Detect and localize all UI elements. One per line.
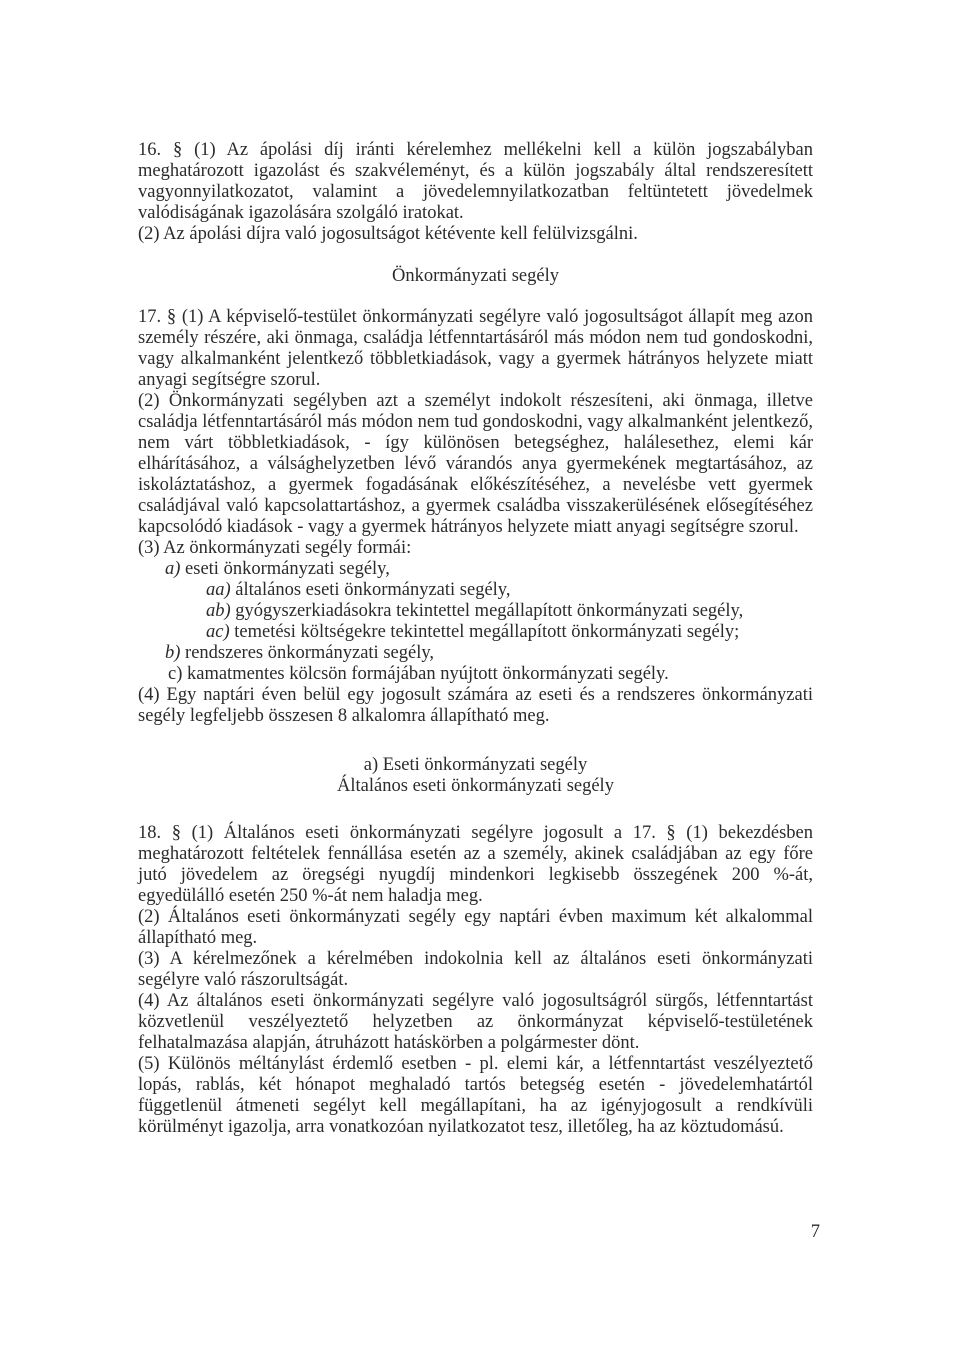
heading-onkormanyzati-segely: Önkormányzati segély: [392, 266, 559, 286]
section-17-paragraph-1: 17. § (1) A képviselő-testület önkormányzati segélyre való jogosultságot állapít meg azon személy részére, aki önmaga, családja létfenntartásáról más módon nem tud gondoskodni, vagy alkalmanként jelentkező többletkiadások, vagy a gyermek hátrányos helyzete miatt anyagi segítségre szorul.: [138, 307, 813, 390]
list-item-c: c) kamatmentes kölcsön formájában nyújtott önkormányzati segély.: [168, 664, 669, 684]
list-item-ab: [138, 601, 813, 622]
list-text-a: eseti önkormányzati segély,: [180, 559, 390, 579]
list-item-a: [138, 559, 813, 580]
list-text-ac: temetési költségekre tekintettel megállapított önkormányzati segély;: [229, 622, 740, 642]
section-16-paragraph-2: (2) Az ápolási díjra való jogosultságot kétévente kell felülvizsgálni.: [138, 224, 638, 244]
list-label-ab: ab): [206, 601, 231, 621]
section-18-paragraph-3: (3) A kérelmezőnek a kérelmében indokolnia kell az általános eseti önkormányzati segélyre való rászorultságát.: [138, 949, 813, 990]
list-item-b: [138, 643, 813, 664]
section-17-paragraph-4: (4) Egy naptári éven belül egy jogosult számára az eseti és a rendszeres önkormányzati segély legfeljebb összesen 8 alkalomra állapítható meg.: [138, 685, 813, 726]
list-item-aa: [138, 580, 813, 601]
list-text-ab: gyógyszerkiadásokra tekintettel megállapított önkormányzati segély,: [230, 601, 744, 621]
list-text-b: rendszeres önkormányzati segély,: [180, 643, 435, 663]
section-18-paragraph-4: (4) Az általános eseti önkormányzati segélyre való jogosultságról sürgős, létfenntartást közvetlenül veszélyeztető helyzetben az önkormányzat képviselő-testületének felhatalmazása alapján, átruházott hatáskörben a polgármester dönt.: [138, 991, 813, 1053]
heading-altalanos-eseti-segely: Általános eseti önkormányzati segély: [337, 776, 614, 796]
list-item-ac: [138, 622, 813, 643]
list-label-aa: aa): [206, 580, 231, 600]
heading-eseti-segely: a) Eseti önkormányzati segély: [363, 755, 588, 775]
section-18-paragraph-5: (5) Különös méltánylást érdemlő esetben - pl. elemi kár, a létfenntartást veszélyeztető lopás, rablás, két hónapot meghaladó tartós betegség esetén - jövedelemhatártól függetlenül átmeneti segélyt kell megállapítani, ha az igényjogosult a rendkívüli körülményt igazolja, arra vonatkozóan nyilatkozatot tesz, illetőleg, ha az köztudomású.: [138, 1054, 813, 1137]
document-page: [138, 140, 813, 1138]
section-16-paragraph-1: 16. § (1) Az ápolási díj iránti kérelemhez mellékelni kell a külön jogszabályban meghatározott igazolást és szakvéleményt, és a külön jogszabály által rendszeresített vagyonnyilatkozatot, valamint a jövedelemnyilatkozatban feltüntetett jövedelmek valódiságának igazolására szolgáló iratokat.: [138, 140, 813, 223]
section-17-paragraph-2: (2) Önkormányzati segélyben azt a személyt indokolt részesíteni, aki önmaga, illetve családja létfenntartásáról más módon nem tud gondoskodni, vagy alkalmanként jelentkező, nem várt többletkiadások, - így különösen betegséghez, halálesethez, elemi kár elhárításához, a válsághelyzetben lévő várandós anya gyermekének megtartásához, az iskoláztatáshoz, a gyermek fogadásának előkészítéséhez, a nevelésbe vett gyermek családjával való kapcsolattartáshoz, a gyermek családba visszakerülésének elősegítéséhez kapcsolódó kiadások - vagy a gyermek hátrányos helyzete miatt anyagi segítségre szorul.: [138, 391, 813, 537]
list-label-b: b): [165, 643, 181, 663]
page-number: 7: [810, 1222, 820, 1242]
section-18-paragraph-2: (2) Általános eseti önkormányzati segély egy naptári évben maximum két alkalommal állapítható meg.: [138, 907, 813, 948]
section-18-paragraph-1: 18. § (1) Általános eseti önkormányzati segélyre jogosult a 17. § (1) bekezdésben meghatározott feltételek fennállása esetén az a személy, akinek családjában az egy főre jutó jövedelem az öregségi nyugdíj mindenkori legkisebb összegének 200 %-át, egyedülálló esetén 250 %-át nem haladja meg.: [138, 823, 813, 906]
list-text-aa: általános eseti önkormányzati segély,: [230, 580, 511, 600]
list-label-a: a): [165, 559, 181, 579]
list-label-ac: ac): [206, 622, 230, 642]
section-17-paragraph-3: (3) Az önkormányzati segély formái:: [138, 538, 412, 558]
